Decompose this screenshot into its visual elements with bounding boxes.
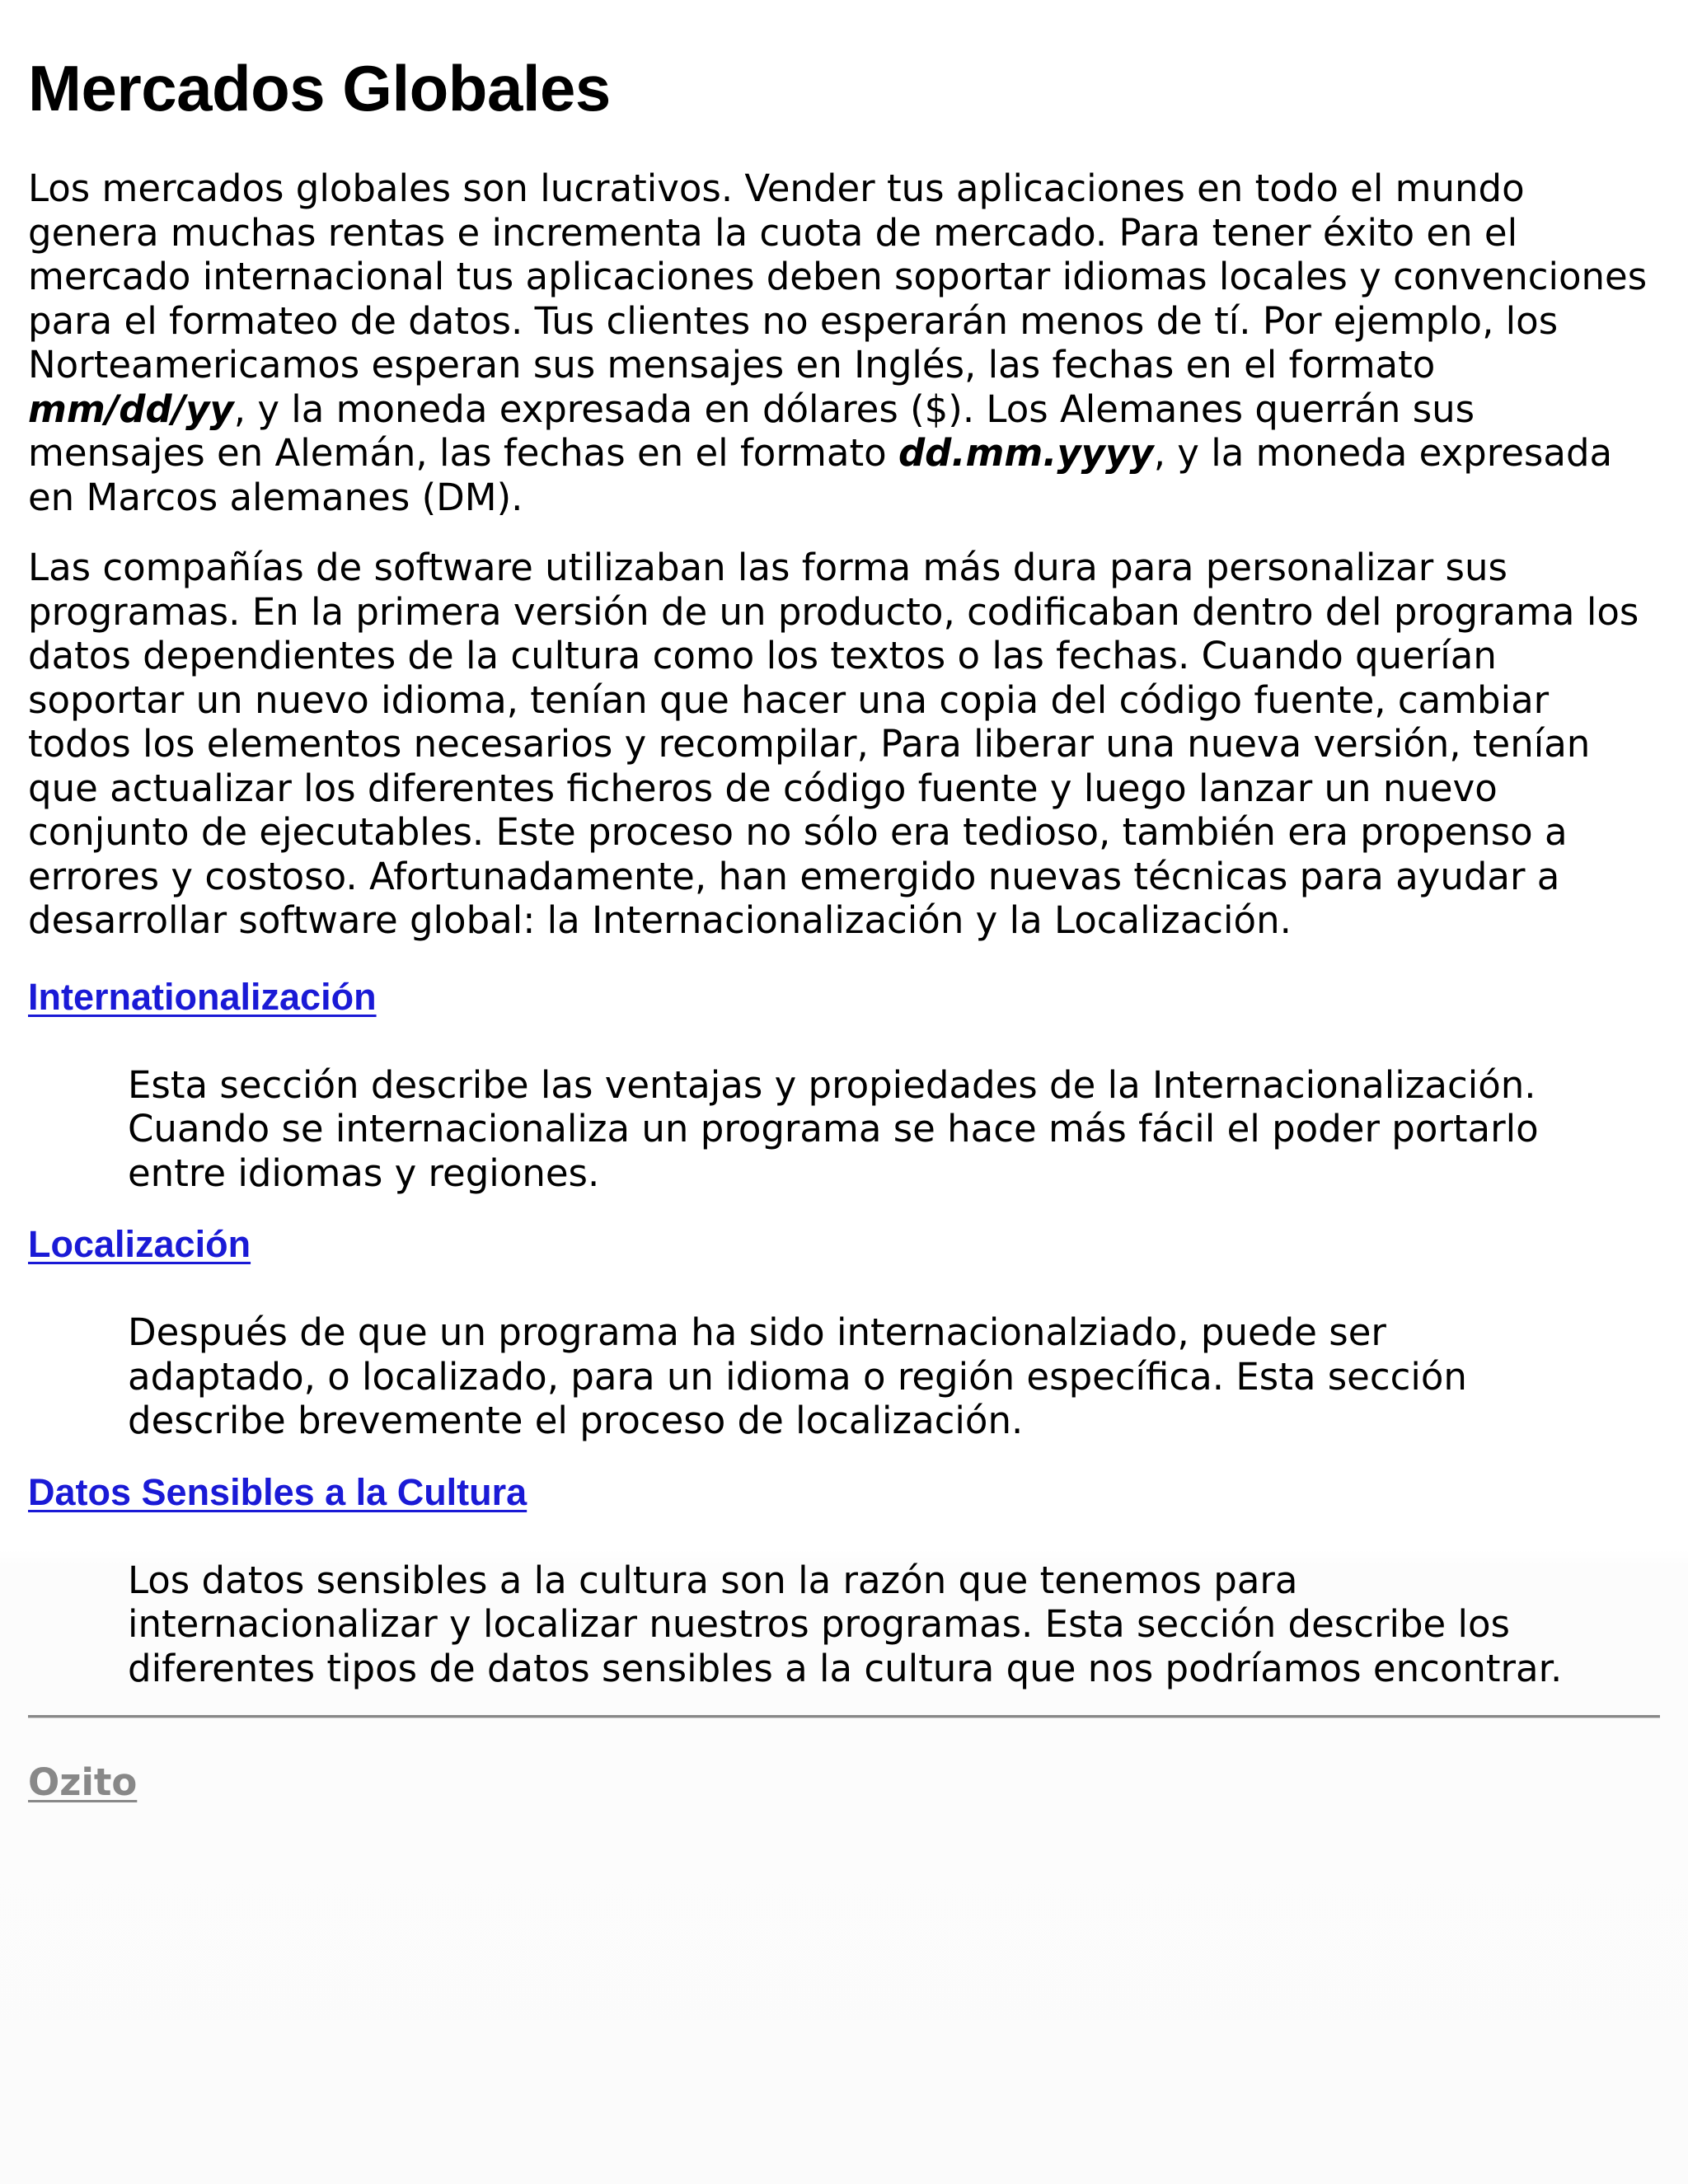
localization-description: Después de que un programa ha sido internacionalziado, puede ser adaptado, o localizado, para un idioma o región específica. Esta sección describe brevemente el proceso de localización. (128, 1310, 1467, 1442)
internationalization-description: Esta sección describe las ventajas y propiedades de la Internacionalización. Cuando se internacionaliza un programa se hace más fácil el poder portarlo entre idiomas y regiones. (128, 1062, 1539, 1195)
intro-paragraph-1 (28, 166, 1660, 519)
intro-text-c: , y la moneda expresada en Marcos alemanes (DM). (28, 431, 1613, 519)
page-title: Mercados Globales (28, 52, 611, 124)
document-page (28, 0, 1660, 1806)
horizontal-divider (28, 1715, 1660, 1718)
section-localization (28, 1195, 1660, 1443)
intro-text-a: Los mercados globales son lucrativos. Vender tus aplicaciones en todo el mundo genera muchas rentas e incrementa la cuota de mercado. Para tener éxito en el mercado internacional tus aplicaciones deben soportar idiomas locales y convenciones para el formateo de datos. Tus clientes no esperarán menos de tí. Por ejemplo, los Norteamericamos esperan sus mensajes en Inglés, las fechas en el formato (28, 166, 1648, 387)
de-date-format: dd.mm.yyyy (898, 431, 1154, 475)
intro-paragraph-2: Las compañías de software utilizaban las forma más dura para personalizar sus programas. En la primera versión de un producto, codificaban dentro del programa los datos dependientes de la cultura como los textos o las fechas. Cuando querían soportar un nuevo idioma, tenían que hacer una copia del código fuente, cambiar todos los elementos necesarios y recompilar, Para liberar una nueva versión, tenían que actualizar los diferentes ficheros de código fuente y luego lanzar un nuevo conjunto de ejecutables. Este proceso no sólo era tedioso, también era propenso a errores y costoso. Afortunadamente, han emergido nuevas técnicas para ayudar a desarrollar software global: la Internacionalización y la Localización. (28, 546, 1639, 942)
culture-data-description: Los datos sensibles a la cultura son la razón que tenemos para internacionalizar y localizar nuestros programas. Esta sección describe los diferentes tipos de datos sensibles a la cultura que nos podríamos encontrar. (128, 1558, 1563, 1690)
internationalization-link[interactable]: Internationalización (28, 975, 377, 1018)
intro-text-b: , y la moneda expresada en dólares ($). Los Alemanes querrán sus mensajes en Alemán, las fechas en el formato (28, 387, 1475, 475)
ozito-footer-link[interactable]: Ozito (28, 1760, 138, 1804)
section-culture-data (28, 1443, 1660, 1691)
us-date-format: mm/dd/yy (28, 387, 234, 431)
section-internationalization (28, 943, 1660, 1196)
localization-link[interactable]: Localización (28, 1223, 251, 1265)
culture-data-link[interactable]: Datos Sensibles a la Cultura (28, 1470, 528, 1513)
